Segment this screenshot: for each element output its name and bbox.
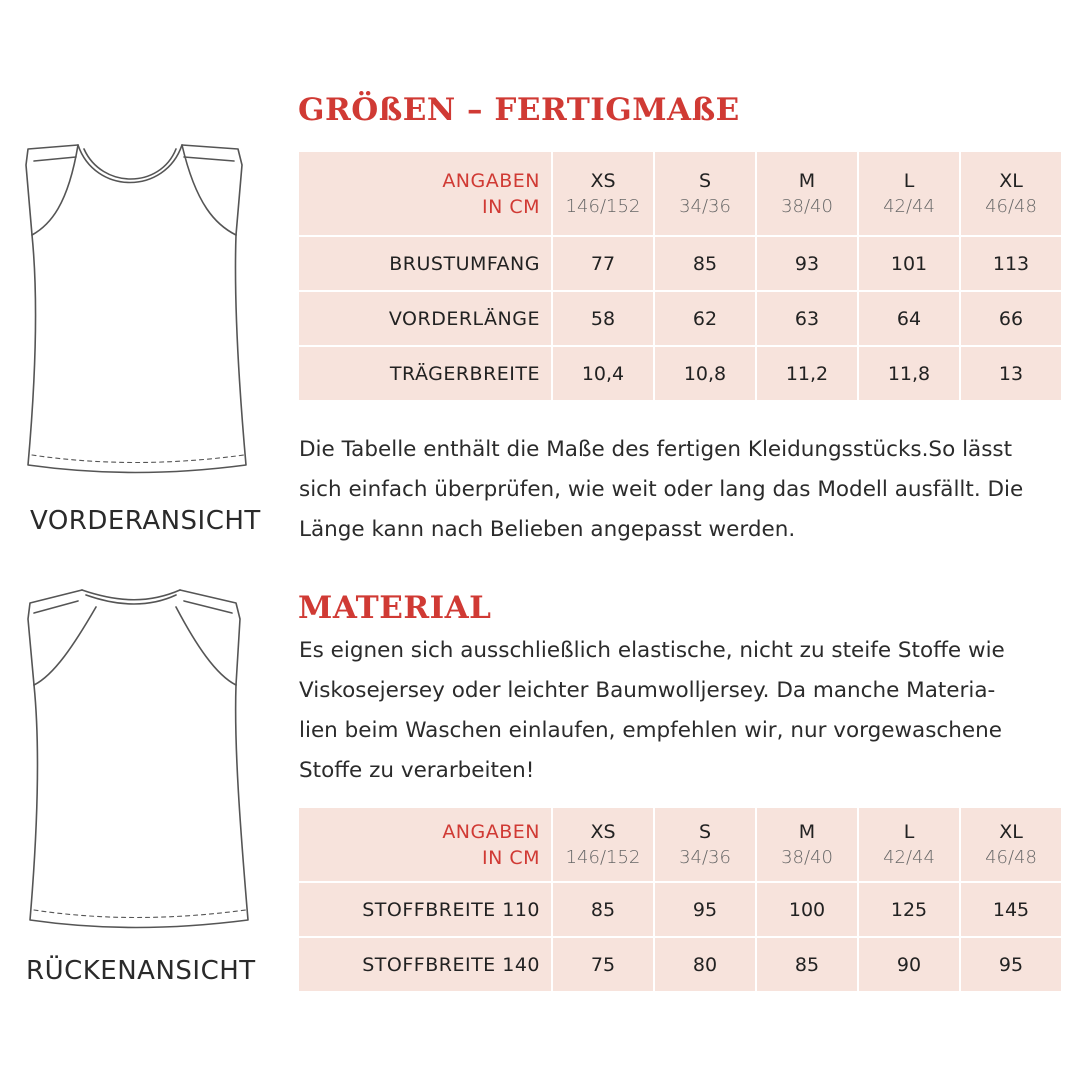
row-label: STOFFBREITE 140 xyxy=(299,938,551,991)
table-row xyxy=(299,292,1061,345)
table-cell: 95 xyxy=(961,938,1061,991)
header-label-cell xyxy=(299,808,551,881)
row-label: BRUSTUMFANG xyxy=(299,237,551,290)
table-cell: 95 xyxy=(655,883,755,936)
table-header-row xyxy=(299,808,1061,881)
table-cell: 85 xyxy=(553,883,653,936)
description-line: Viskosejersey oder leichter Baumwolljersey. Da manche Materia- xyxy=(299,678,996,703)
row-label: STOFFBREITE 110 xyxy=(299,883,551,936)
description-line: Es eignen sich ausschließlich elastische, nicht zu steife Stoffe wie xyxy=(299,638,1005,663)
table-cell: 63 xyxy=(757,292,857,345)
table-cell: 77 xyxy=(553,237,653,290)
table-header-row xyxy=(299,152,1061,235)
description-line: lien beim Waschen einlaufen, empfehlen wir, nur vorgewaschene xyxy=(299,718,1002,743)
table-cell: 10,8 xyxy=(655,347,755,400)
table-row xyxy=(299,938,1061,991)
table-cell: 11,2 xyxy=(757,347,857,400)
size-header-l: L 42/44 xyxy=(859,152,959,235)
sizes-description xyxy=(299,430,1069,550)
table-row xyxy=(299,883,1061,936)
header-label-cell xyxy=(299,152,551,235)
table-cell: 85 xyxy=(655,237,755,290)
table-cell: 80 xyxy=(655,938,755,991)
table-cell: 100 xyxy=(757,883,857,936)
description-line: Länge kann nach Belieben angepasst werden. xyxy=(299,517,796,542)
size-header-xs: XS 146/152 xyxy=(553,152,653,235)
table-cell: 13 xyxy=(961,347,1061,400)
table-cell: 10,4 xyxy=(553,347,653,400)
table-cell: 90 xyxy=(859,938,959,991)
table-row xyxy=(299,347,1061,400)
table-cell: 93 xyxy=(757,237,857,290)
fabric-table xyxy=(297,806,1063,993)
size-header-xl: XL 46/48 xyxy=(961,152,1061,235)
size-header-m: M 38/40 xyxy=(757,152,857,235)
table-cell: 113 xyxy=(961,237,1061,290)
table-cell: 145 xyxy=(961,883,1061,936)
row-label: VORDERLÄNGE xyxy=(299,292,551,345)
size-header-xs: XS 146/152 xyxy=(553,808,653,881)
front-view-sketch xyxy=(20,135,260,490)
size-header-l: L 42/44 xyxy=(859,808,959,881)
size-header-s: S 34/36 xyxy=(655,152,755,235)
table-cell: 66 xyxy=(961,292,1061,345)
back-view-sketch xyxy=(20,585,260,940)
header-label-line2: IN CM xyxy=(481,846,540,869)
table-cell: 101 xyxy=(859,237,959,290)
size-header-xl: XL 46/48 xyxy=(961,808,1061,881)
table-cell: 58 xyxy=(553,292,653,345)
header-label-line1: ANGABEN xyxy=(442,820,540,843)
table-cell: 64 xyxy=(859,292,959,345)
header-label-line1: ANGABEN xyxy=(442,169,540,192)
description-line: sich einfach überprüfen, wie weit oder lang das Modell ausfällt. Die xyxy=(299,477,1024,502)
size-header-s: S 34/36 xyxy=(655,808,755,881)
sizes-table xyxy=(297,150,1063,402)
table-cell: 75 xyxy=(553,938,653,991)
table-cell: 125 xyxy=(859,883,959,936)
front-view-label: VORDERANSICHT xyxy=(30,506,261,536)
header-label-line2: IN CM xyxy=(481,195,540,218)
description-line: Stoffe zu verarbeiten! xyxy=(299,758,535,783)
table-row xyxy=(299,237,1061,290)
sizes-heading: GRÖßEN – FERTIGMAßE xyxy=(298,92,740,128)
size-header-m: M 38/40 xyxy=(757,808,857,881)
table-cell: 62 xyxy=(655,292,755,345)
row-label: TRÄGERBREITE xyxy=(299,347,551,400)
material-description xyxy=(299,631,1069,791)
table-cell: 85 xyxy=(757,938,857,991)
back-view-label: RÜCKENANSICHT xyxy=(26,956,256,986)
description-line: Die Tabelle enthält die Maße des fertigen Kleidungsstücks.So lässt xyxy=(299,437,1013,462)
table-cell: 11,8 xyxy=(859,347,959,400)
material-heading: MATERIAL xyxy=(298,590,492,626)
